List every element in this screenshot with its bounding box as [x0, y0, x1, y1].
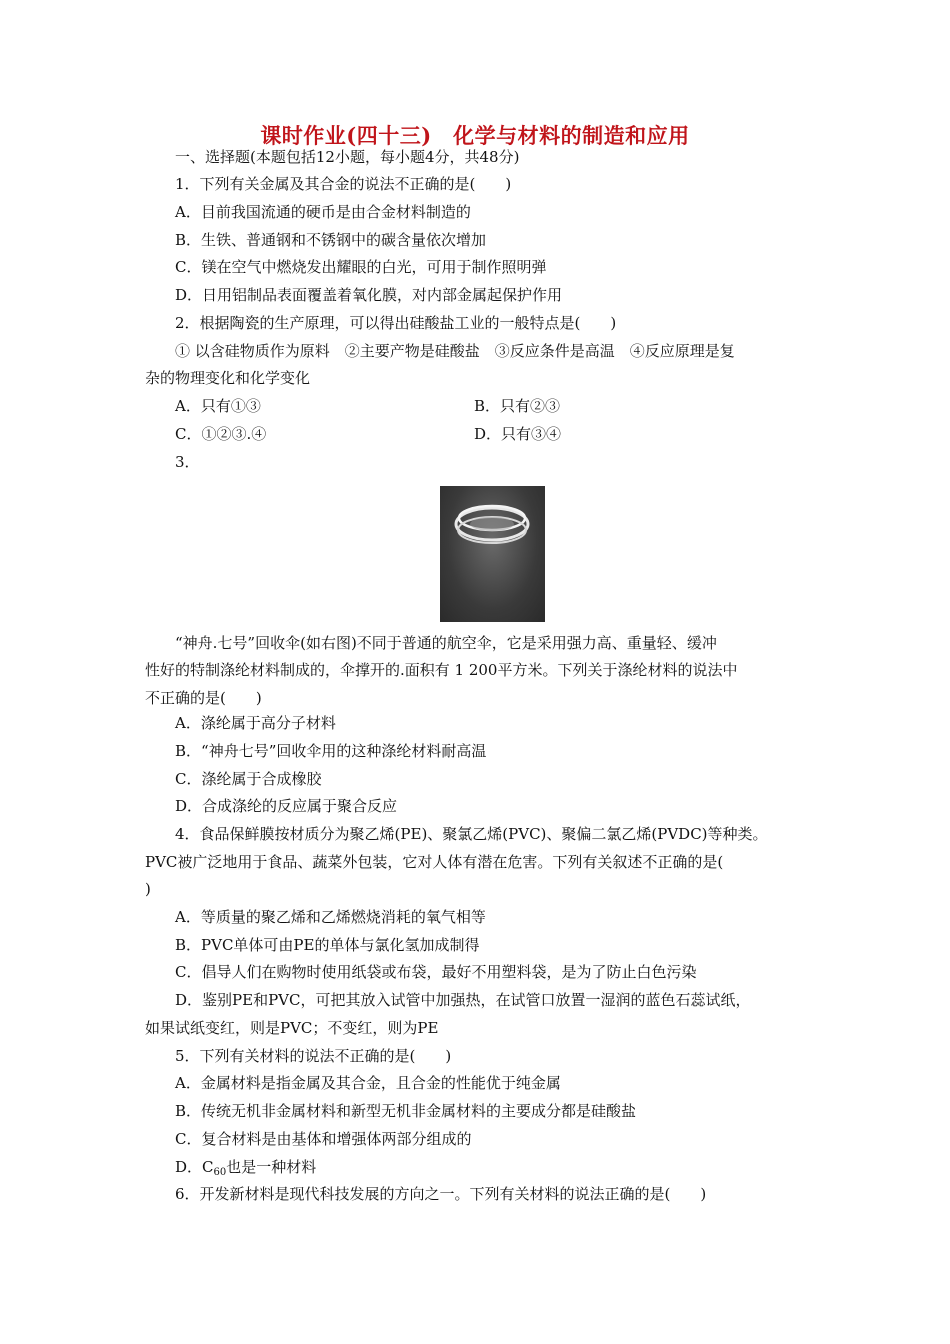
- q1-stem: 1．下列有关金属及其合金的说法不正确的是( ): [175, 175, 512, 193]
- q6-stem: 6．开发新材料是现代科技发展的方向之一。下列有关材料的说法正确的是( ): [175, 1185, 707, 1203]
- q2-option-a: A．只有①③: [175, 397, 261, 415]
- q4-stem-line2: PVC被广泛地用于食品、蔬菜外包装，它对人体有潜在危害。下列有关叙述不正确的是(: [145, 853, 724, 871]
- q2-statement-line2: 杂的物理变化和化学变化: [145, 369, 311, 387]
- q2-option-d: D．只有③④: [474, 425, 562, 443]
- q3-option-b: B．“神舟七号”回收伞用的这种涤纶材料耐高温: [175, 742, 487, 760]
- q5-stem: 5．下列有关材料的说法不正确的是( ): [175, 1047, 452, 1065]
- q3-option-d: D．合成涤纶的反应属于聚合反应: [175, 797, 398, 815]
- q1-option-a: A．目前我国流通的硬币是由合金材料制造的: [175, 203, 471, 221]
- parachute-photo: [440, 486, 545, 622]
- q4-option-d-line1: D．鉴别PE和PVC，可把其放入试管中加强热，在试管口放置一湿润的蓝色石蕊试纸，: [175, 991, 751, 1009]
- q4-option-b: B．PVC单体可由PE的单体与氯化氢加成制得: [175, 936, 480, 954]
- q4-option-d-line2: 如果试纸变红，则是PVC；不变红，则为PE: [145, 1019, 439, 1037]
- q3-stem-line2: 性好的特制涤纶材料制成的，伞撑开的.面积有 1 200平方米。下列关于涤纶材料的说法中: [145, 661, 738, 679]
- section-heading: 一、选择题(本题包括12小题，每小题4分，共48分): [175, 148, 520, 166]
- q3-option-a: A．涤纶属于高分子材料: [175, 714, 336, 732]
- q2-option-b: B．只有②③: [474, 397, 561, 415]
- page-title: 课时作业(四十三) 化学与材料的制造和应用: [260, 123, 690, 148]
- q5-option-a: A．金属材料是指金属及其合金，且合金的性能优于纯金属: [175, 1074, 561, 1092]
- q5-option-d-suffix: 也是一种材料: [226, 1158, 317, 1176]
- q5-option-b: B．传统无机非金属材料和新型无机非金属材料的主要成分都是硅酸盐: [175, 1102, 637, 1120]
- parachute-image: [440, 486, 545, 622]
- q2-statement-line1: ① 以含硅物质作为原料 ②主要产物是硅酸盐 ③反应条件是高温 ④反应原理是复: [175, 342, 735, 360]
- q3-stem-line1: “神舟.七号”回收伞(如右图)不同于普通的航空伞，它是采用强力高、重量轻、缓冲: [175, 634, 717, 652]
- q5-option-d: [175, 1157, 316, 1180]
- q1-option-d: D．日用铝制品表面覆盖着氧化膜，对内部金属起保护作用: [175, 286, 563, 304]
- q4-option-a: A．等质量的聚乙烯和乙烯燃烧消耗的氧气相等: [175, 908, 486, 926]
- q4-option-c: C．倡导人们在购物时使用纸袋或布袋，最好不用塑料袋，是为了防止白色污染: [175, 963, 697, 981]
- q4-stem-line3: ): [145, 880, 151, 898]
- q5-option-d-subscript: 60: [213, 1167, 227, 1178]
- q5-option-c: C．复合材料是由基体和增强体两部分组成的: [175, 1130, 472, 1148]
- q5-option-d-prefix: D．C: [175, 1158, 214, 1176]
- q2-option-c: C．①②③.④: [175, 425, 267, 443]
- q3-stem-line3: 不正确的是( ): [145, 689, 262, 707]
- q3-option-c: C．涤纶属于合成橡胶: [175, 770, 322, 788]
- q3-number: 3．: [175, 453, 200, 471]
- q4-stem-line1: 4．食品保鲜膜按材质分为聚乙烯(PE)、聚氯乙烯(PVC)、聚偏二氯乙烯(PVDC)等种类。: [175, 825, 768, 843]
- q1-option-b: B．生铁、普通钢和不锈钢中的碳含量依次增加: [175, 231, 487, 249]
- q1-option-c: C．镁在空气中燃烧发出耀眼的白光，可用于制作照明弹: [175, 258, 547, 276]
- q2-stem: 2．根据陶瓷的生产原理，可以得出硅酸盐工业的一般特点是( ): [175, 314, 617, 332]
